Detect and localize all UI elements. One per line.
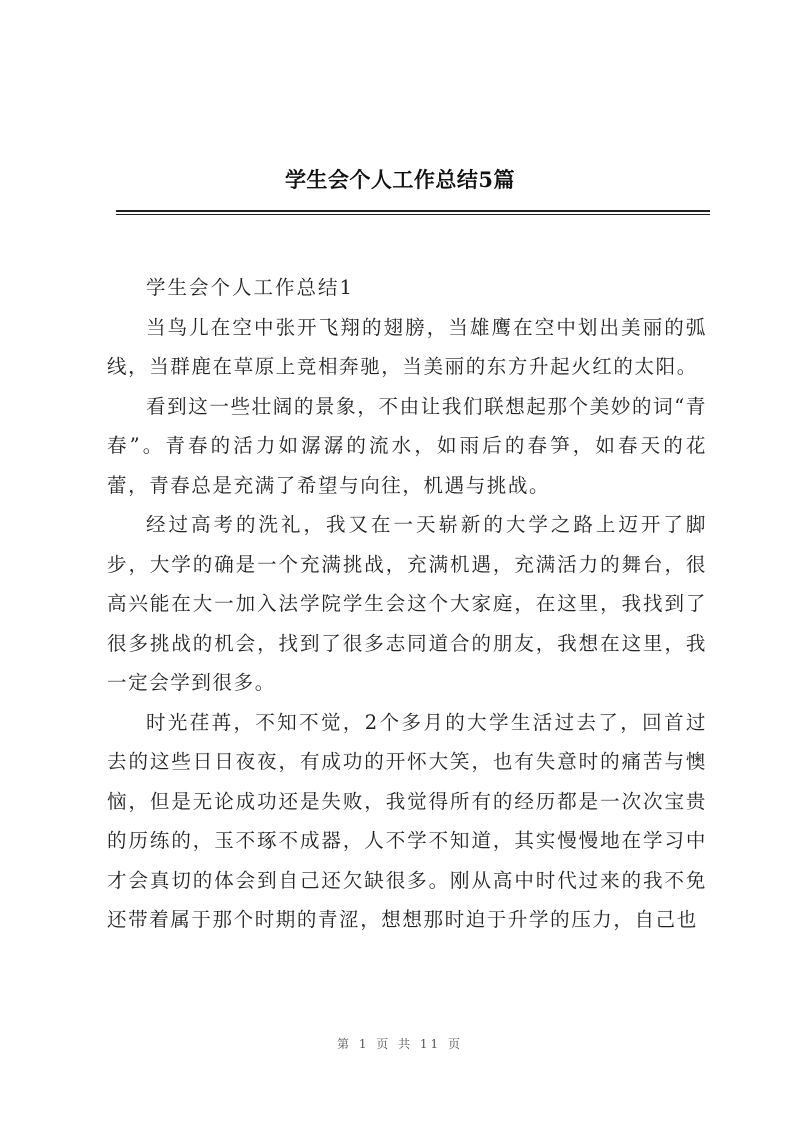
paragraph-3: 经过高考的洗礼，我又在一天崭新的大学之路上迈开了脚步，大学的确是一个充满挑战，充满机遇，充满活力的舞台，很高兴能在大一加入法学院学生会这个大家庭，在这里，我找到了很多挑战的机会，找到了很多志同道合的朋友，我想在这里，我一定会学到很多。 xyxy=(107,513,707,694)
paragraph-1: 当鸟儿在空中张开飞翔的翅膀，当雄鹰在空中划出美丽的弧线，当群鹿在草原上竞相奔驰，当美丽的东方升起火红的太阳。 xyxy=(107,315,707,378)
document-body xyxy=(107,268,707,940)
paragraph-4: 时光荏苒，不知不觉，2个多月的大学生活过去了，回首过去的这些日日夜夜，有成功的开怀大笑，也有失意时的痛苦与懊恼，但是无论成功还是失败，我觉得所有的经历都是一次次宝贵的历练的，玉不琢不成器，人不学不知道，其实慢慢地在学习中才会真切的体会到自己还欠缺很多。刚从高中时代过来的我不免还带着属于那个时期的青涩，想想那时迫于升学的压力，自己也 xyxy=(107,710,707,931)
page-number-footer: 第 1 页 共 11 页 xyxy=(337,1037,463,1051)
document-title: 学生会个人工作总结5篇 xyxy=(284,167,516,192)
paragraph-2: 看到这一些壮阔的景象，不由让我们联想起那个美妙的词“青春”。青春的活力如潺潺的流水，如雨后的春笋，如春天的花蕾，青春总是充满了希望与向往，机遇与挑战。 xyxy=(107,394,707,497)
title-divider-thin xyxy=(116,214,710,215)
title-divider xyxy=(116,210,710,212)
section-heading: 学生会个人工作总结1 xyxy=(146,276,354,299)
